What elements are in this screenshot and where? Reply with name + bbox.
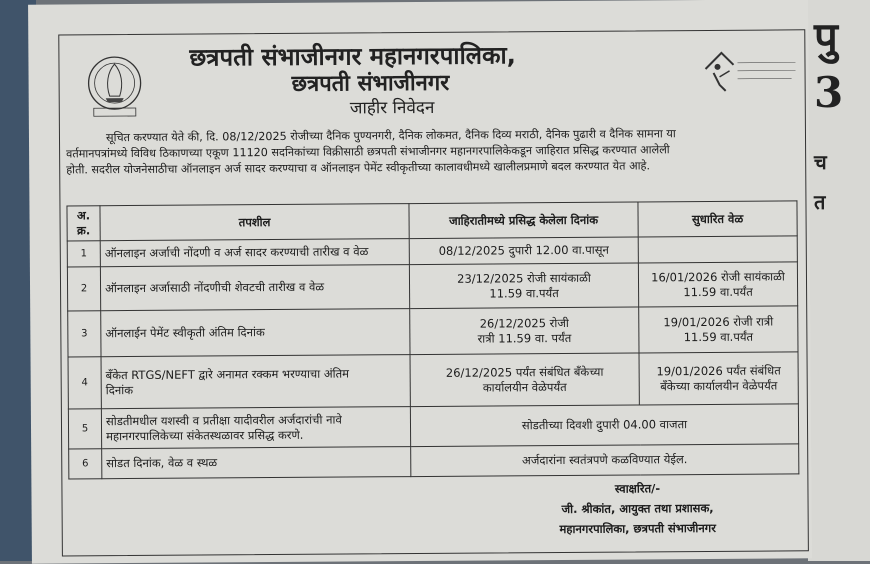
table-row: [69, 444, 799, 479]
row-published-date: [410, 353, 639, 407]
row-revised-time: [639, 352, 798, 405]
row-number: 1: [67, 241, 100, 267]
intro-paragraph: [66, 125, 796, 178]
row-detail: ऑनलाईन पेमेंट स्वीकृती अंतिम दिनांक: [101, 309, 410, 357]
row-revised-time: [639, 306, 798, 353]
notice-box: [58, 29, 809, 556]
row-published-date: 08/12/2025 दुपारी 12.00 वा.पासून: [409, 237, 638, 265]
detail-line: सोडतीमधील यशस्वी व प्रतीक्षा यादीवरील अर्जदारांची नावे: [106, 412, 406, 429]
revised-line: 11.59 वा.पर्यंत: [643, 284, 793, 300]
notice-subtitle: जाहीर निवेदन: [350, 95, 435, 119]
signature-signed: स्वाक्षरित/-: [492, 480, 782, 497]
col-header-published-date: जाहिरातीमध्ये प्रसिद्ध केलेला दिनांक: [409, 202, 638, 239]
row-revised-time: [638, 236, 797, 263]
row-number: 5: [68, 409, 101, 449]
row-number: 4: [68, 357, 101, 409]
table-row: [68, 306, 798, 357]
intro-line: सूचित करण्यात येते की, दि. 08/12/2025 रोजीच्या दैनिक पुण्यनगरी, दैनिक लोकमत, दैनिक दिव्य मराठी, दैनिक पुढारी व दैनिक सामना या: [66, 125, 796, 146]
adjacent-glyph: पु: [814, 8, 838, 65]
adjacent-glyph: 3: [814, 68, 843, 117]
row-published-date: [409, 263, 638, 309]
col-header-sno: अ. क्र.: [67, 206, 100, 241]
adjacent-glyph: त: [814, 188, 825, 215]
table-row: [68, 352, 798, 409]
date-line: 26/12/2025 पर्यंत संबंधित बँकेच्या: [415, 364, 635, 381]
adjacent-glyph: च: [814, 148, 827, 175]
row-merged-info: सोडतीच्या दिवशी दुपारी 04.00 वाजता: [410, 404, 798, 447]
date-line: 11.59 वा.पर्यंत: [414, 285, 634, 302]
row-number: 6: [69, 449, 102, 479]
newspaper-clipping: [28, 0, 812, 564]
row-number: 2: [67, 267, 100, 311]
revised-line: 19/01/2026 पर्यंत संबंधित: [644, 363, 794, 379]
row-detail: सोडत दिनांक, वेळ व स्थळ: [102, 447, 411, 479]
detail-line: बँकेत RTGS/NEFT द्वारे अनामत रक्कम भरण्याचा अंतिम: [106, 366, 406, 383]
col-header-detail: तपशील: [100, 204, 409, 241]
table-header-row: [67, 201, 797, 241]
signature-org: महानगरपालिका, छत्रपती संभाजीनगर: [493, 520, 783, 537]
detail-line: दिनांक: [106, 381, 406, 398]
date-line: 26/12/2025 रोजी: [414, 315, 634, 332]
row-published-date: [410, 307, 639, 355]
revised-line: 11.59 वा.पर्यंत: [643, 329, 793, 345]
col-header-revised-time: सुधारित वेळ: [638, 201, 797, 237]
row-merged-info: अर्जदारांना स्वतंत्रपणे कळविण्यात येईल.: [411, 444, 799, 477]
date-line: रात्री 11.59 वा. पर्यंत: [414, 330, 634, 347]
row-detail: ऑनलाइन अर्जासाठी नोंदणीची शेवटची तारीख व वेळ: [100, 265, 409, 311]
row-detail: [101, 407, 410, 449]
adjacent-newspaper-column: [808, 0, 870, 561]
date-line: 23/12/2025 रोजी सायंकाळी: [414, 270, 634, 287]
revised-line: 19/01/2026 रोजी रात्री: [643, 314, 793, 330]
row-revised-time: [638, 262, 797, 307]
notice-title: छत्रपती संभाजीनगर महानगरपालिका,: [189, 38, 516, 73]
revised-line: बँकेच्या कार्यालयीन वेळेपर्यंत: [644, 378, 794, 394]
table-row: [67, 262, 797, 311]
revised-line: 16/01/2026 रोजी सायंकाळी: [643, 269, 793, 285]
schedule-table: [66, 200, 799, 479]
pmay-logo-icon: [699, 40, 799, 101]
table-row: [68, 404, 798, 449]
row-detail: ऑनलाइन अर्जाची नोंदणी व अर्ज सादर करण्याची तारीख व वेळ: [100, 239, 409, 267]
municipal-seal-icon: [79, 50, 149, 120]
intro-line: होती. सदरील योजनेसाठीचा ऑनलाइन अर्ज सादर करण्याचा व ऑनलाइन पेमेंट स्वीकृतीच्या कालावधीमध्ये खालीलप्रमाणे बदल करण्यात येत आहे.: [66, 157, 796, 178]
signature-name: जी. श्रीकांत, आयुक्त तथा प्रशासक,: [493, 500, 783, 517]
detail-line: महानगरपालिकेच्या संकेतस्थळावर प्रसिद्ध करणे.: [106, 427, 406, 444]
date-line: कार्यालयीन वेळेपर्यंत: [415, 379, 635, 396]
intro-line: वर्तमानपत्रांमध्ये विविध ठिकाणच्या एकूण 11120 सदनिकांच्या विक्रीसाठी छत्रपती संभाजीनगर महानगरपालिकेकडून जाहिरात प्रसिद्ध करण्यात आलेली: [66, 141, 796, 162]
notice-title-city: छत्रपती संभाजीनगर: [292, 67, 450, 98]
row-number: 3: [68, 311, 101, 357]
row-detail: [101, 355, 410, 409]
